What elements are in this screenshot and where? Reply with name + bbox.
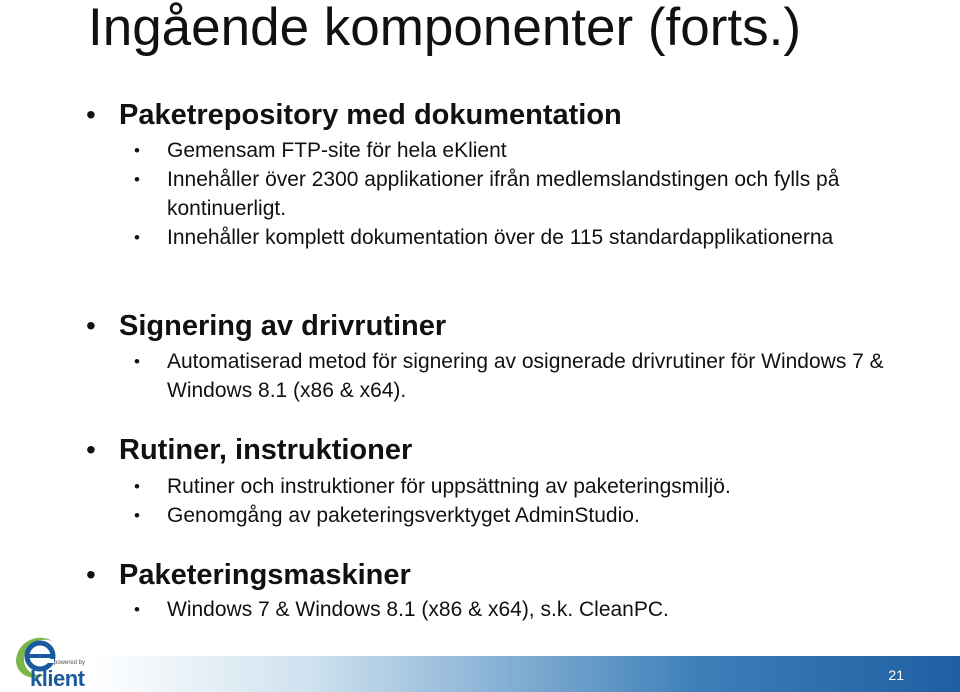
- bullet-list: [0, 472, 960, 530]
- section-heading: • Signering av drivrutiner: [0, 309, 960, 343]
- section-heading: • Rutiner, instruktioner: [0, 433, 960, 467]
- section-heading: • Paketrepository med dokumentation: [0, 98, 960, 132]
- bullet-list: [0, 136, 960, 252]
- section-packaging-machines: [0, 558, 960, 624]
- bullet-item: • Automatiserad metod för signering av osignerade drivrutiner för Windows 7 & Windows 8.1 (x86 & x64).: [0, 347, 960, 405]
- bullet-item: • Windows 7 & Windows 8.1 (x86 & x64), s.k. CleanPC.: [0, 595, 960, 624]
- logo-text: klient: [30, 666, 85, 691]
- logo-tagline: powered by: [54, 660, 86, 666]
- page-number: 21: [888, 667, 904, 683]
- section-heading: • Paketeringsmaskiner: [0, 558, 960, 592]
- section-package-repository: [0, 98, 960, 252]
- bullet-item: • Gemensam FTP-site för hela eKlient: [0, 136, 960, 165]
- bullet-list: [0, 595, 960, 624]
- section-driver-signing: [0, 309, 960, 405]
- bullet-item: • Innehåller över 2300 applikationer ifrån medlemslandstingen och fylls på kontinuerligt.: [0, 165, 960, 223]
- bullet-item: • Rutiner och instruktioner för uppsättning av paketeringsmiljö.: [0, 472, 960, 501]
- section-routines: [0, 433, 960, 530]
- bullet-item: • Innehåller komplett dokumentation över de 115 standardapplikationerna: [0, 223, 960, 252]
- bullet-item: • Genomgång av paketeringsverktyget AdminStudio.: [0, 501, 960, 530]
- slide-title: Ingående komponenter (forts.): [88, 0, 801, 57]
- footer-bar: [90, 656, 960, 692]
- bullet-list: [0, 347, 960, 405]
